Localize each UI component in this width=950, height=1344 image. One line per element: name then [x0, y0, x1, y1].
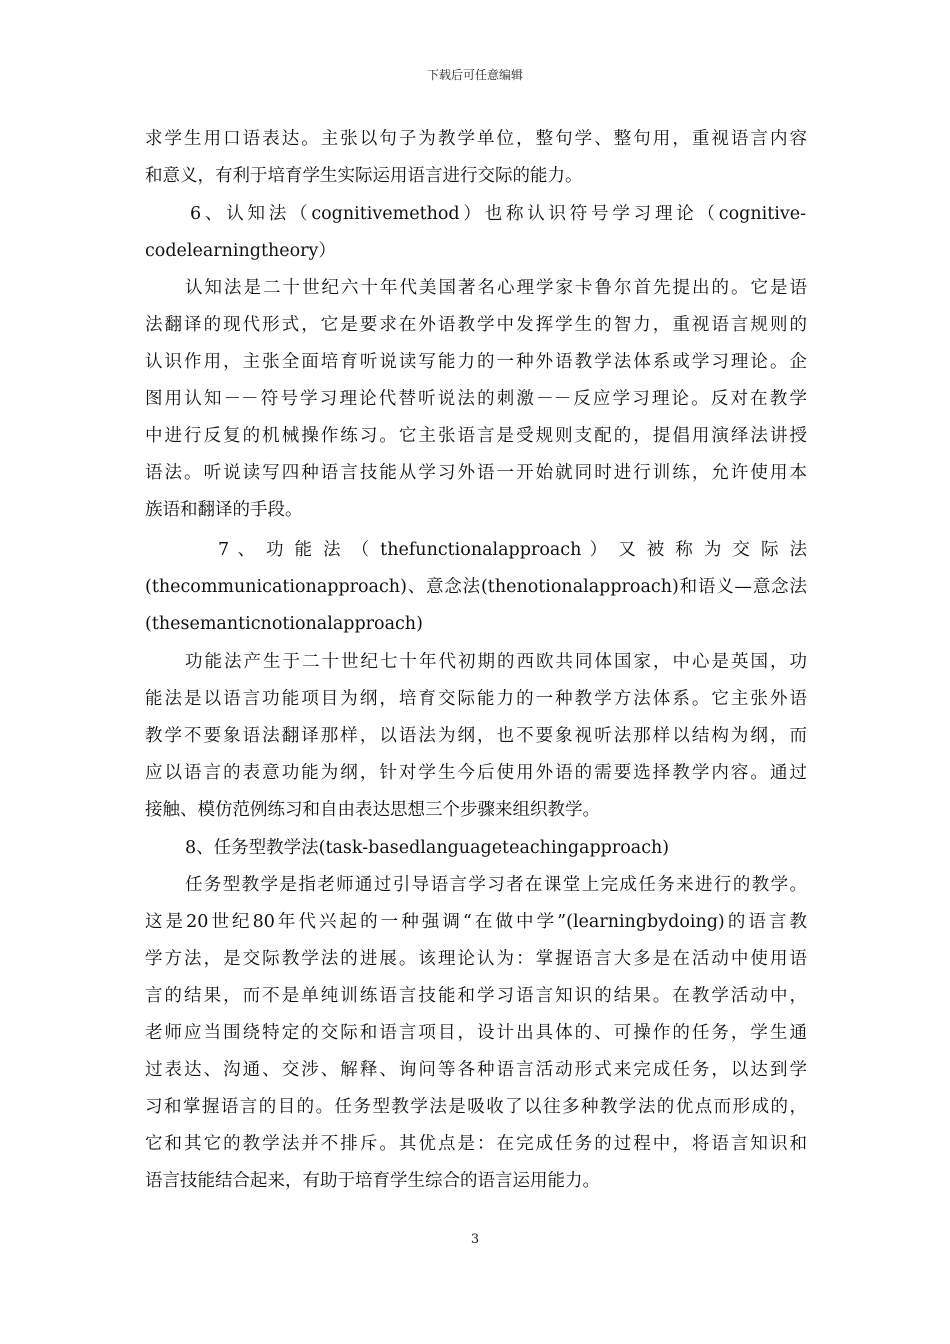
text-line: 老师应当围绕特定的交际和语言项目，设计出具体的、可操作的任务，学生通 — [145, 1023, 807, 1043]
text-line: 教学不要象语法翻译那样，以语法为纲，也不要象视听法那样以结构为纲，而 — [145, 726, 807, 746]
text-line: 语法。听说读写四种语言技能从学习外语一开始就同时进行训练，允许使用本 — [145, 463, 807, 483]
text-line: 中进行反复的机械操作练习。它主张语言是受规则支配的，提倡用演绎法讲授 — [145, 426, 807, 446]
text-line: 这是20世纪80年代兴起的一种强调“在做中学”(learningbydoing)的语言教 — [145, 912, 807, 932]
text-line: 应以语言的表意功能为纲，针对学生今后使用外语的需要选择教学内容。通过 — [145, 763, 807, 783]
text-line: 图用认知－－符号学习理论代替听说法的刺激－－反应学习理论。反对在教学 — [145, 389, 807, 409]
text-line: 习和掌握语言的目的。任务型教学法是吸收了以往多种教学法的优点而形成的， — [145, 1097, 807, 1117]
text-line: 法翻译的现代形式，它是要求在外语教学中发挥学生的智力，重视语言规则的 — [145, 315, 807, 335]
text-line: 过表达、沟通、交涉、解释、询问等各种语言活动形式来完成任务，以达到学 — [145, 1060, 807, 1080]
page-header: 下载后可任意编辑 — [426, 68, 523, 82]
section-heading-6-cont: codelearningtheory） — [145, 241, 336, 261]
text-line: 认识作用，主张全面培育听说读写能力的一种外语教学法体系或学习理论。企 — [145, 352, 807, 372]
text-line: 求学生用口语表达。主张以句子为教学单位，整句学、整句用，重视语言内容 — [145, 129, 807, 149]
text-line: 和意义，有利于培育学生实际运用语言进行交际的能力。 — [145, 166, 583, 186]
section-heading-7-cont: (thecommunicationapproach)、意念法(thenotionalapproach)和语义—意念法 — [145, 577, 807, 597]
text-line: 语言技能结合起来，有助于培育学生综合的语言运用能力。 — [145, 1171, 600, 1191]
text-line: 族语和翻译的手段。 — [145, 500, 303, 520]
section-heading-7: 7 、 功 能 法 （ thefunctionalapproach ） 又 被 称 为 交 际 法 — [218, 540, 807, 560]
text-line: 学方法，是交际教学法的进展。该理论认为：掌握语言大多是在活动中使用语 — [145, 949, 807, 969]
section-heading-8: 8、任务型教学法(task-basedlanguageteachingapproach) — [185, 838, 670, 858]
page-number: 3 — [470, 1232, 480, 1247]
text-line: 言的结果，而不是单纯训练语言技能和学习语言知识的结果。在教学活动中， — [145, 986, 807, 1006]
text-line: 它和其它的教学法并不排斥。其优点是：在完成任务的过程中，将语言知识和 — [145, 1134, 807, 1154]
text-line: 功能法产生于二十世纪七十年代初期的西欧共同体国家，中心是英国，功 — [185, 652, 807, 672]
text-line: 认知法是二十世纪六十年代美国著名心理学家卡鲁尔首先提出的。它是语 — [185, 278, 807, 298]
text-line: 接触、模仿范例练习和自由表达思想三个步骤来组织教学。 — [145, 800, 600, 820]
section-heading-6: 6、认知法（cognitivemethod）也称认识符号学习理论（cognitive- — [190, 204, 806, 224]
section-heading-7-cont: (thesemanticnotionalapproach) — [145, 614, 423, 634]
text-line: 任务型教学是指老师通过引导语言学习者在课堂上完成任务来进行的教学。 — [185, 875, 807, 895]
text-line: 能法是以语言功能项目为纲，培育交际能力的一种教学方法体系。它主张外语 — [145, 689, 807, 709]
